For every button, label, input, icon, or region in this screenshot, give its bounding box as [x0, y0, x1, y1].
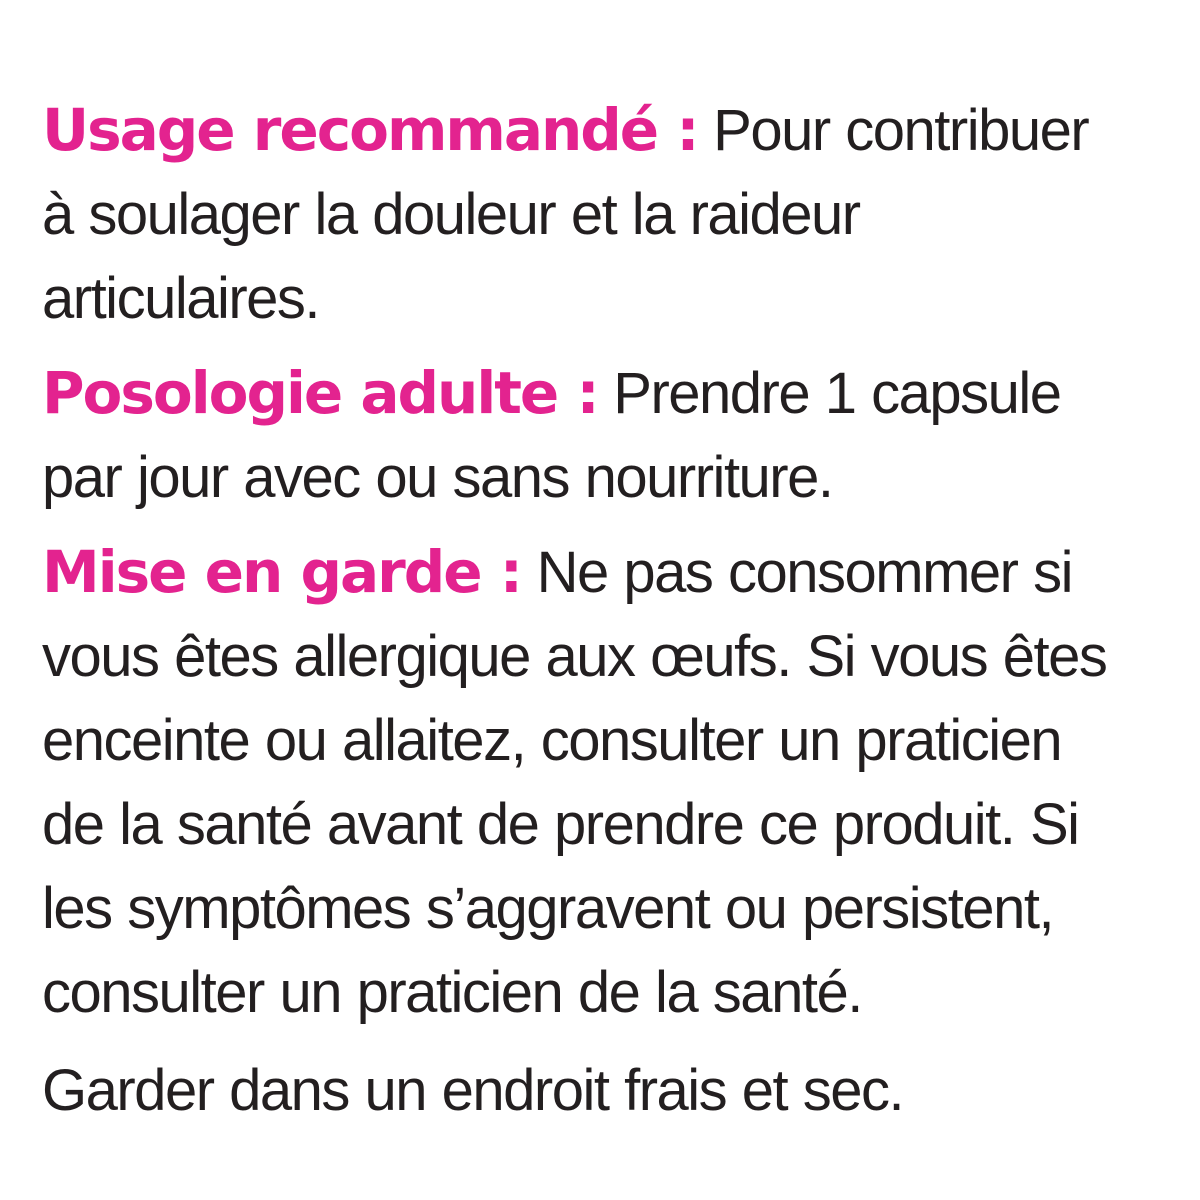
section-heading-usage: Usage recommandé :	[42, 96, 698, 164]
section-text: articulaires.	[42, 266, 320, 331]
section-usage	[42, 88, 1160, 341]
section-text: Ne pas consommer si	[520, 540, 1072, 605]
section-dosage	[42, 351, 1160, 520]
section-text: de la santé avant de prendre ce produit. Si	[42, 792, 1079, 857]
section-text: par jour avec ou sans nourriture.	[42, 445, 833, 510]
storage-note	[42, 1049, 1160, 1133]
section-text: vous êtes allergique aux œufs. Si vous êtes	[42, 624, 1107, 689]
section-first-line	[42, 351, 1160, 436]
section-heading-warning: Mise en garde :	[42, 538, 521, 606]
section-heading-dosage: Posologie adulte :	[42, 359, 598, 427]
section-first-line	[42, 88, 1160, 173]
section-text: enceinte ou allaitez, consulter un praticien	[42, 708, 1062, 773]
section-text: consulter un praticien de la santé.	[42, 960, 862, 1025]
section-text: Pour contribuer	[697, 98, 1089, 163]
section-first-line	[42, 530, 1160, 615]
storage-text: Garder dans un endroit frais et sec.	[42, 1058, 904, 1123]
section-text: les symptômes s’aggravent ou persistent,	[42, 876, 1054, 941]
section-text: Prendre 1 capsule	[597, 361, 1061, 426]
section-text: à soulager la douleur et la raideur	[42, 182, 860, 247]
section-warning	[42, 530, 1160, 1035]
